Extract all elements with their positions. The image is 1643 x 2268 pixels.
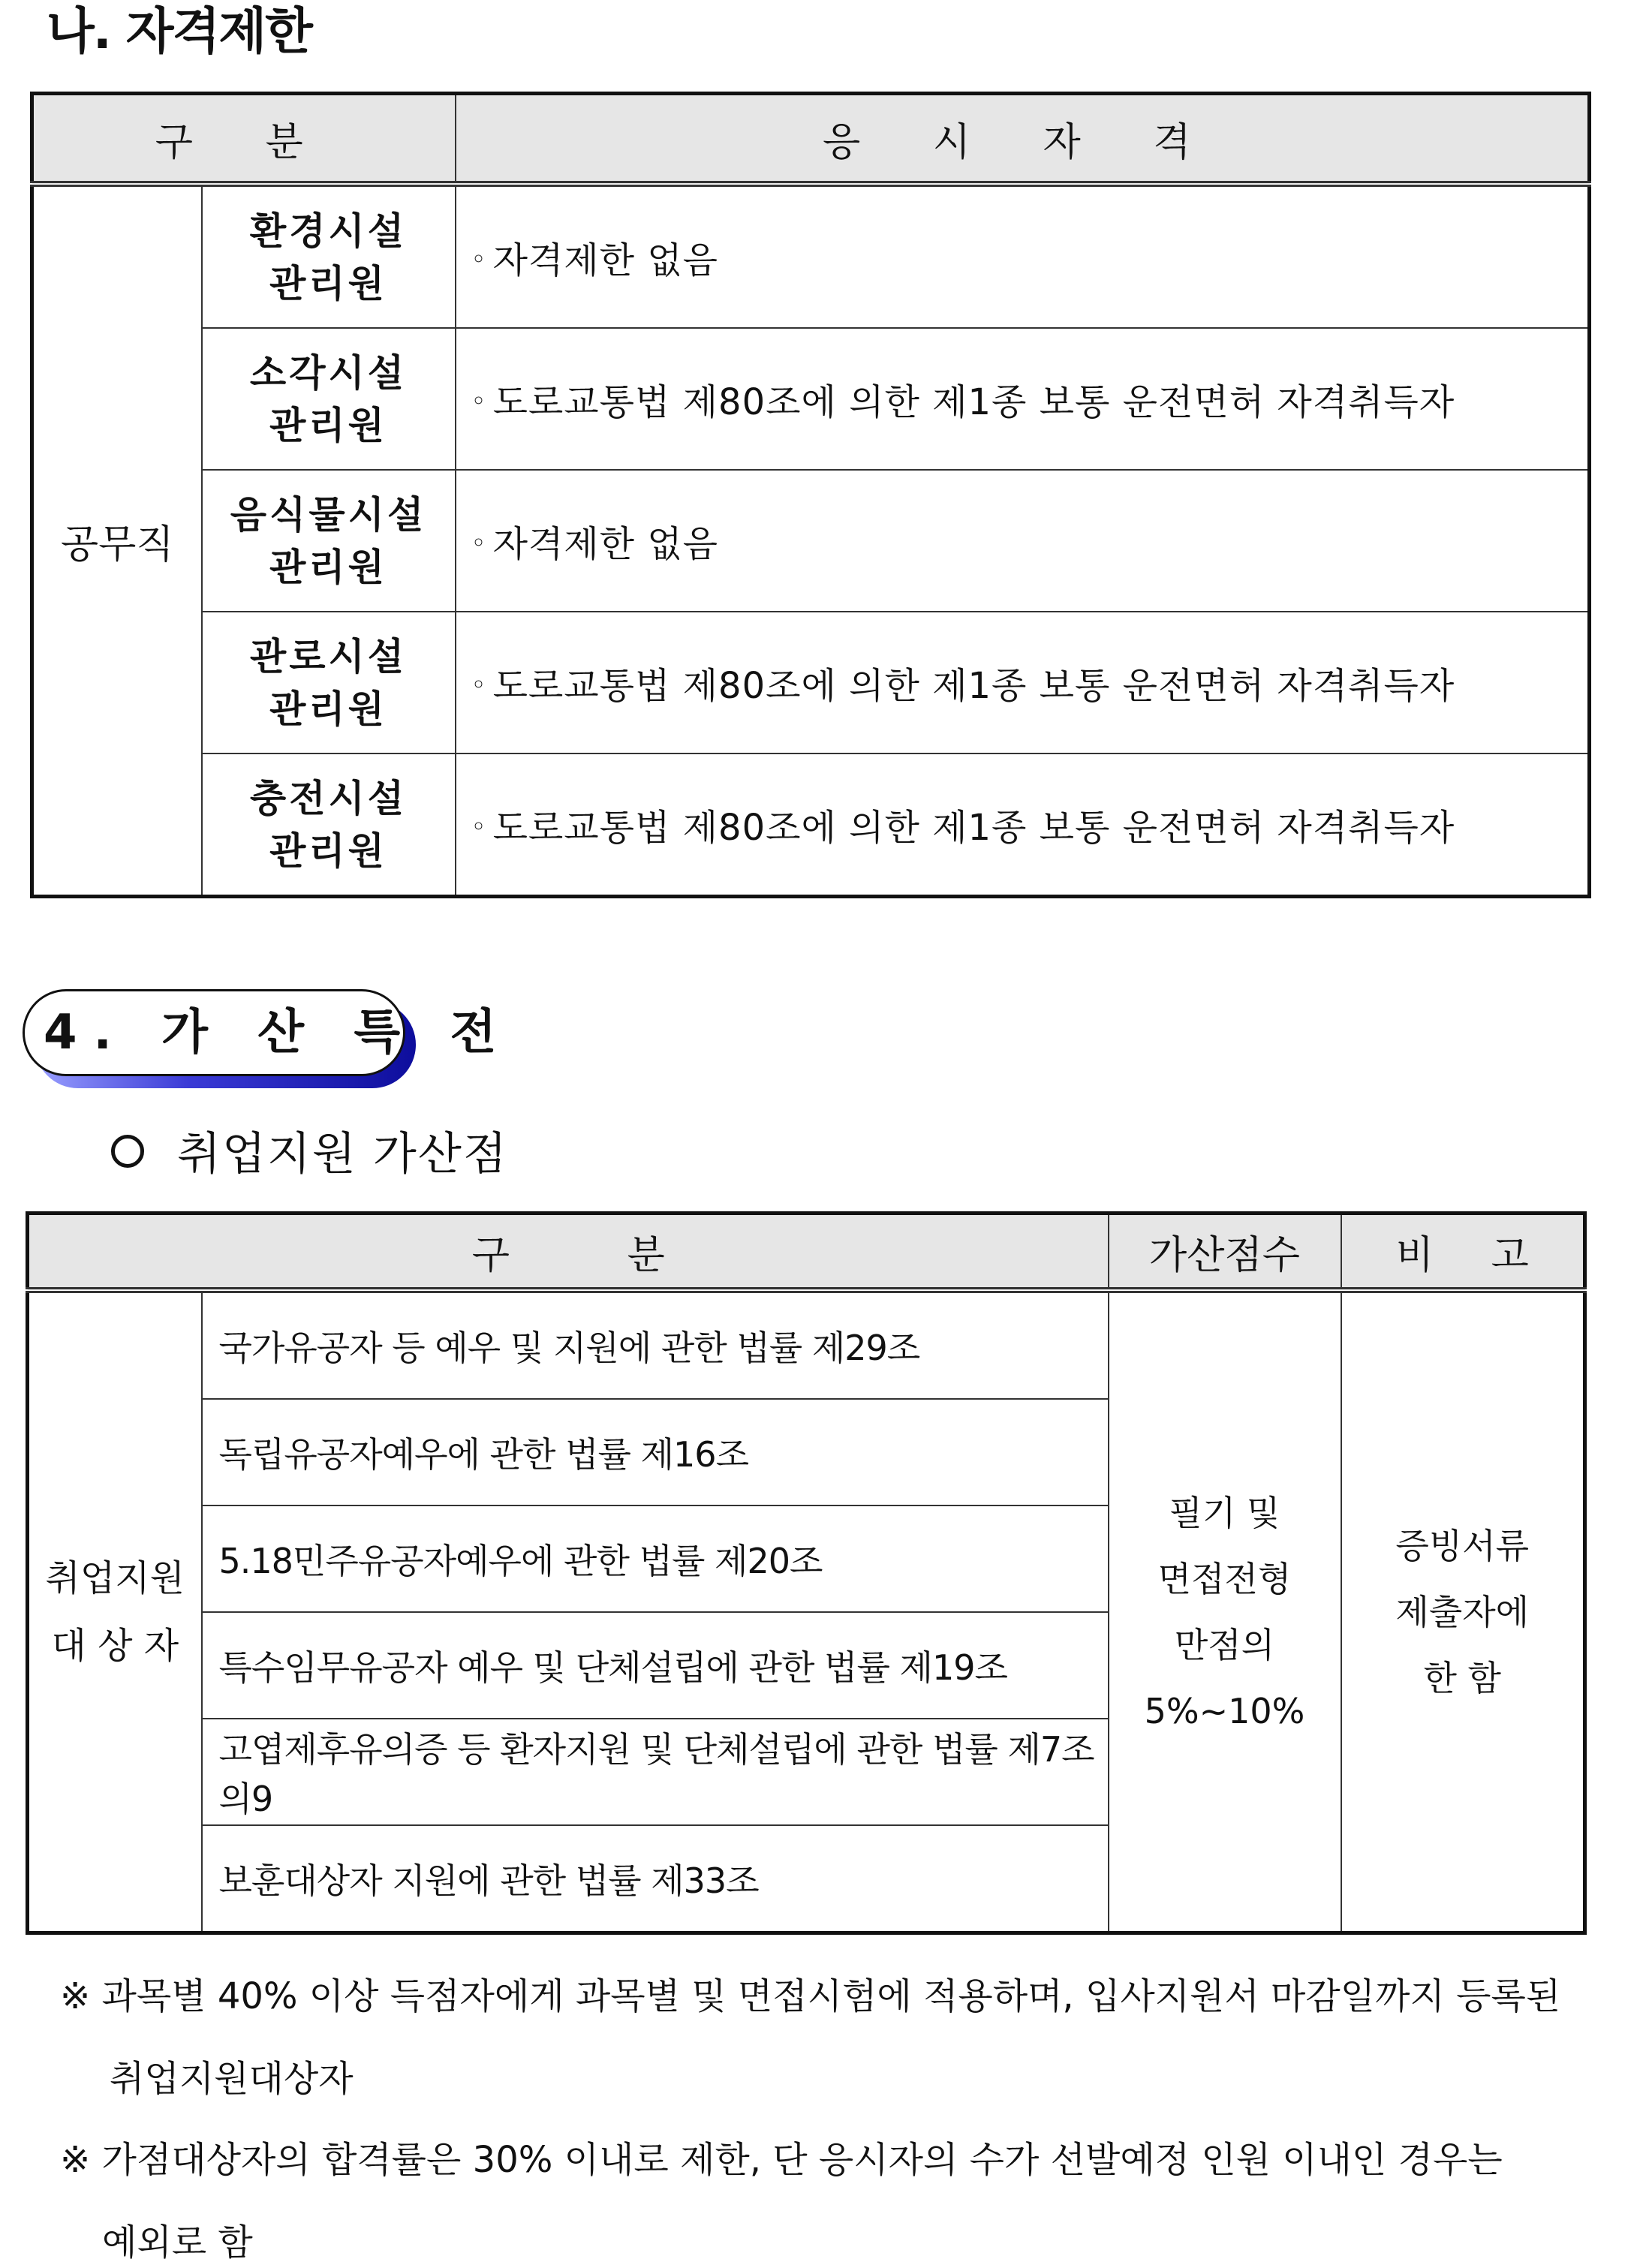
job-title: 관로시설 관리원 [202, 612, 456, 753]
header-category: 구 분 [28, 1214, 1109, 1291]
job-title: 환경시설 관리원 [202, 184, 456, 328]
law-cell: 국가유공자 등 예우 및 지원에 관한 법률 제29조 [202, 1290, 1109, 1399]
law-cell: 보훈대상자 지원에 관한 법률 제33조 [202, 1825, 1109, 1933]
footnote-1-line-2: 취업지원대상자 [110, 2058, 354, 2100]
bonus-points-table [26, 1211, 1587, 1935]
header-category: 구 분 [32, 94, 456, 185]
bullet-icon: ◦ [471, 528, 487, 558]
bullet-icon: ◦ [471, 245, 487, 275]
job-title: 음식물시설 관리원 [202, 470, 456, 612]
table-row [32, 328, 1590, 470]
qualification-cell: ◦ 도로교통법 제80조에 의한 제1종 보통 운전면허 자격취득자 [456, 612, 1590, 753]
header-score: 가산점수 [1109, 1214, 1341, 1291]
law-cell: 고엽제후유의증 등 환자지원 및 단체설립에 관한 법률 제7조의9 [202, 1719, 1109, 1825]
subheading: 취업지원 가산점 [111, 1123, 508, 1186]
job-title: 충전시설 관리원 [202, 753, 456, 897]
table-row [32, 184, 1590, 328]
law-cell: 5.18민주유공자예우에 관한 법률 제20조 [202, 1505, 1109, 1612]
table-header-row [28, 1214, 1585, 1291]
job-title: 소각시설 관리원 [202, 328, 456, 470]
section-title: 나. 자격제한 [47, 2, 311, 60]
qualification-cell: ◦ 도로교통법 제80조에 의한 제1종 보통 운전면허 자격취득자 [456, 753, 1590, 897]
bullet-icon: ◦ [471, 387, 487, 417]
table-row [32, 612, 1590, 753]
note-cell: 증빙서류 제출자에 한 함 [1341, 1290, 1585, 1933]
qualification-table [30, 92, 1591, 898]
qualification-cell: ◦ 도로교통법 제80조에 의한 제1종 보통 운전면허 자격취득자 [456, 328, 1590, 470]
footnote-1-line-1: ※ 과목별 40% 이상 득점자에게 과목별 및 면접시험에 적용하며, 입사지원서 마감일까지 등록된 [60, 1975, 1561, 2017]
qualification-cell: ◦ 자격제한 없음 [456, 470, 1590, 612]
qualification-cell: ◦ 자격제한 없음 [456, 184, 1590, 328]
table-header-row [32, 94, 1590, 185]
table-row [32, 753, 1590, 897]
section-banner-title: 4. 가 산 특 전 [44, 1005, 513, 1060]
footnote-2-line-2: 예외로 함 [102, 2221, 253, 2263]
footnote-2-line-1: ※ 가점대상자의 합격률은 30% 이내로 제한, 단 응시자의 수가 선발예정 인원 이내인 경우는 [60, 2139, 1503, 2181]
group-label: 공무직 [32, 184, 202, 897]
bullet-icon: ◦ [471, 670, 487, 700]
law-cell: 독립유공자예우에 관한 법률 제16조 [202, 1399, 1109, 1505]
header-note: 비 고 [1341, 1214, 1585, 1291]
table-row [28, 1290, 1585, 1399]
header-qualification: 응 시 자 격 [456, 94, 1590, 185]
score-cell: 필기 및 면접전형 만점의 5%~10% [1109, 1290, 1341, 1933]
bullet-icon: ◦ [471, 812, 487, 842]
circle-bullet-icon [111, 1135, 144, 1168]
law-cell: 특수임무유공자 예우 및 단체설립에 관한 법률 제19조 [202, 1612, 1109, 1719]
group-label: 취업지원 대 상 자 [28, 1290, 202, 1933]
table-row [32, 470, 1590, 612]
